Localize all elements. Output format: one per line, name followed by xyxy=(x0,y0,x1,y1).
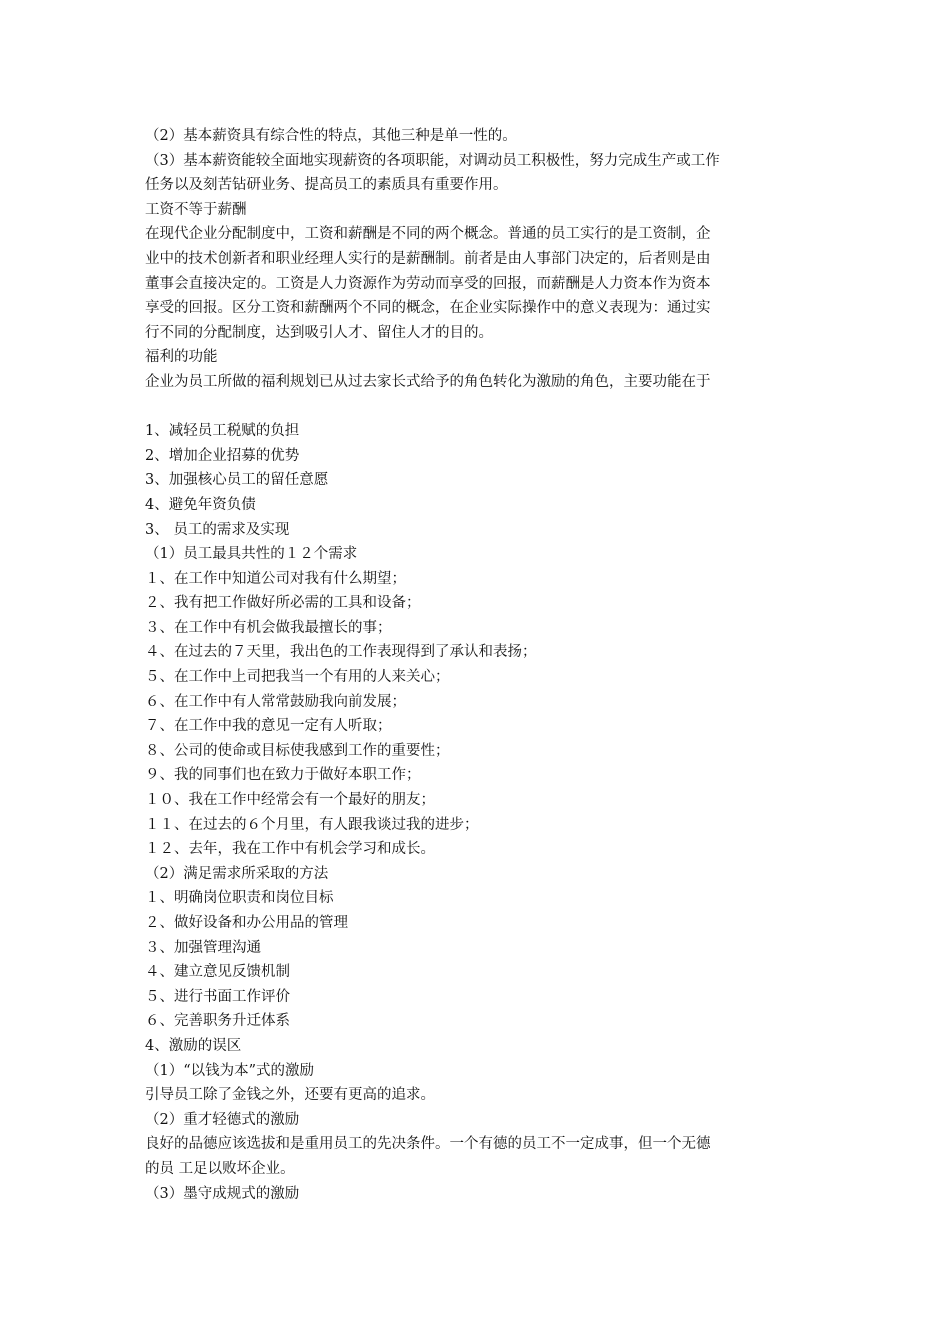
list-item: １１、在过去的６个月里，有人跟我谈过我的进步； xyxy=(145,816,479,833)
section-heading: 3、 员工的需求及实现 xyxy=(145,521,290,538)
list-item: 1、减轻员工税赋的负担 xyxy=(145,423,300,440)
text-line: 的员 工足以败坏企业。 xyxy=(145,1160,295,1177)
text-line: （2）基本薪资具有综合性的特点，其他三种是单一性的。 xyxy=(145,128,517,144)
list-item: １０、我在工作中经常会有一个最好的朋友； xyxy=(145,792,435,809)
list-item: ２、我有把工作做好所必需的工具和设备； xyxy=(145,595,421,612)
list-item: ６、在工作中有人常常鼓励我向前发展； xyxy=(145,693,406,710)
list-item: １、明确岗位职责和岗位目标 xyxy=(145,890,334,907)
list-item: ４、在过去的７天里，我出色的工作表现得到了承认和表扬； xyxy=(145,644,537,661)
subsection-heading: （1）员工最具共性的１２个需求 xyxy=(145,546,358,563)
list-item: ８、公司的使命或目标使我感到工作的重要性； xyxy=(145,742,450,759)
section-heading: 福利的功能 xyxy=(145,349,218,366)
list-item: ３、在工作中有机会做我最擅长的事； xyxy=(145,619,392,636)
subsection-heading: （2）满足需求所采取的方法 xyxy=(145,865,329,882)
document-page xyxy=(145,124,807,1206)
blank-line xyxy=(145,395,807,420)
subsection-heading: （1）“以钱为本”式的激励 xyxy=(145,1062,315,1079)
subsection-heading: （3）墨守成规式的激励 xyxy=(145,1185,300,1202)
list-item: １、在工作中知道公司对我有什么期望； xyxy=(145,570,406,587)
text-line: 引导员工除了金钱之外，还要有更高的追求。 xyxy=(145,1087,435,1104)
section-heading: 4、激励的误区 xyxy=(145,1037,242,1054)
text-line: 享受的回报。区分工资和薪酬两个不同的概念，在企业实际操作中的意义表现为：通过实 xyxy=(145,300,711,317)
list-item: ２、做好设备和办公用品的管理 xyxy=(145,915,348,931)
list-item: ７、在工作中我的意见一定有人听取； xyxy=(145,718,392,735)
list-item: 3、加强核心员工的留任意愿 xyxy=(145,472,329,489)
subsection-heading: （2）重才轻德式的激励 xyxy=(145,1111,300,1128)
list-item: ６、完善职务升迁体系 xyxy=(145,1013,290,1030)
text-line: 行不同的分配制度，达到吸引人才、留住人才的目的。 xyxy=(145,324,493,341)
text-line: 业中的技术创新者和职业经理人实行的是薪酬制。前者是由人事部门决定的，后者则是由 xyxy=(145,250,711,267)
list-item: ４、建立意见反馈机制 xyxy=(145,964,290,981)
list-item: １２、去年，我在工作中有机会学习和成长。 xyxy=(145,841,435,858)
list-item: ５、进行书面工作评价 xyxy=(145,988,290,1005)
text-line: 董事会直接决定的。工资是人力资源作为劳动而享受的回报，而薪酬是人力资本作为资本 xyxy=(145,275,711,292)
text-line: 企业为员工所做的福利规划已从过去家长式给予的角色转化为激励的角色，主要功能在于 xyxy=(145,373,711,390)
section-heading: 工资不等于薪酬 xyxy=(145,201,247,218)
text-line: 任务以及刻苦钻研业务、提高员工的素质具有重要作用。 xyxy=(145,177,508,194)
text-line: （3）基本薪资能较全面地实现薪资的各项职能，对调动员工积极性，努力完成生产或工作 xyxy=(145,152,720,169)
list-item: ９、我的同事们也在致力于做好本职工作； xyxy=(145,767,421,784)
text-line: 在现代企业分配制度中，工资和薪酬是不同的两个概念。普通的员工实行的是工资制，企 xyxy=(145,226,711,243)
text-line: 良好的品德应该选拔和是重用员工的先决条件。一个有德的员工不一定成事，但一个无德 xyxy=(145,1136,711,1153)
list-item: 2、增加企业招募的优势 xyxy=(145,447,300,464)
list-item: 4、避免年资负债 xyxy=(145,496,256,513)
list-item: ３、加强管理沟通 xyxy=(145,939,261,956)
list-item: ５、在工作中上司把我当一个有用的人来关心； xyxy=(145,669,450,686)
